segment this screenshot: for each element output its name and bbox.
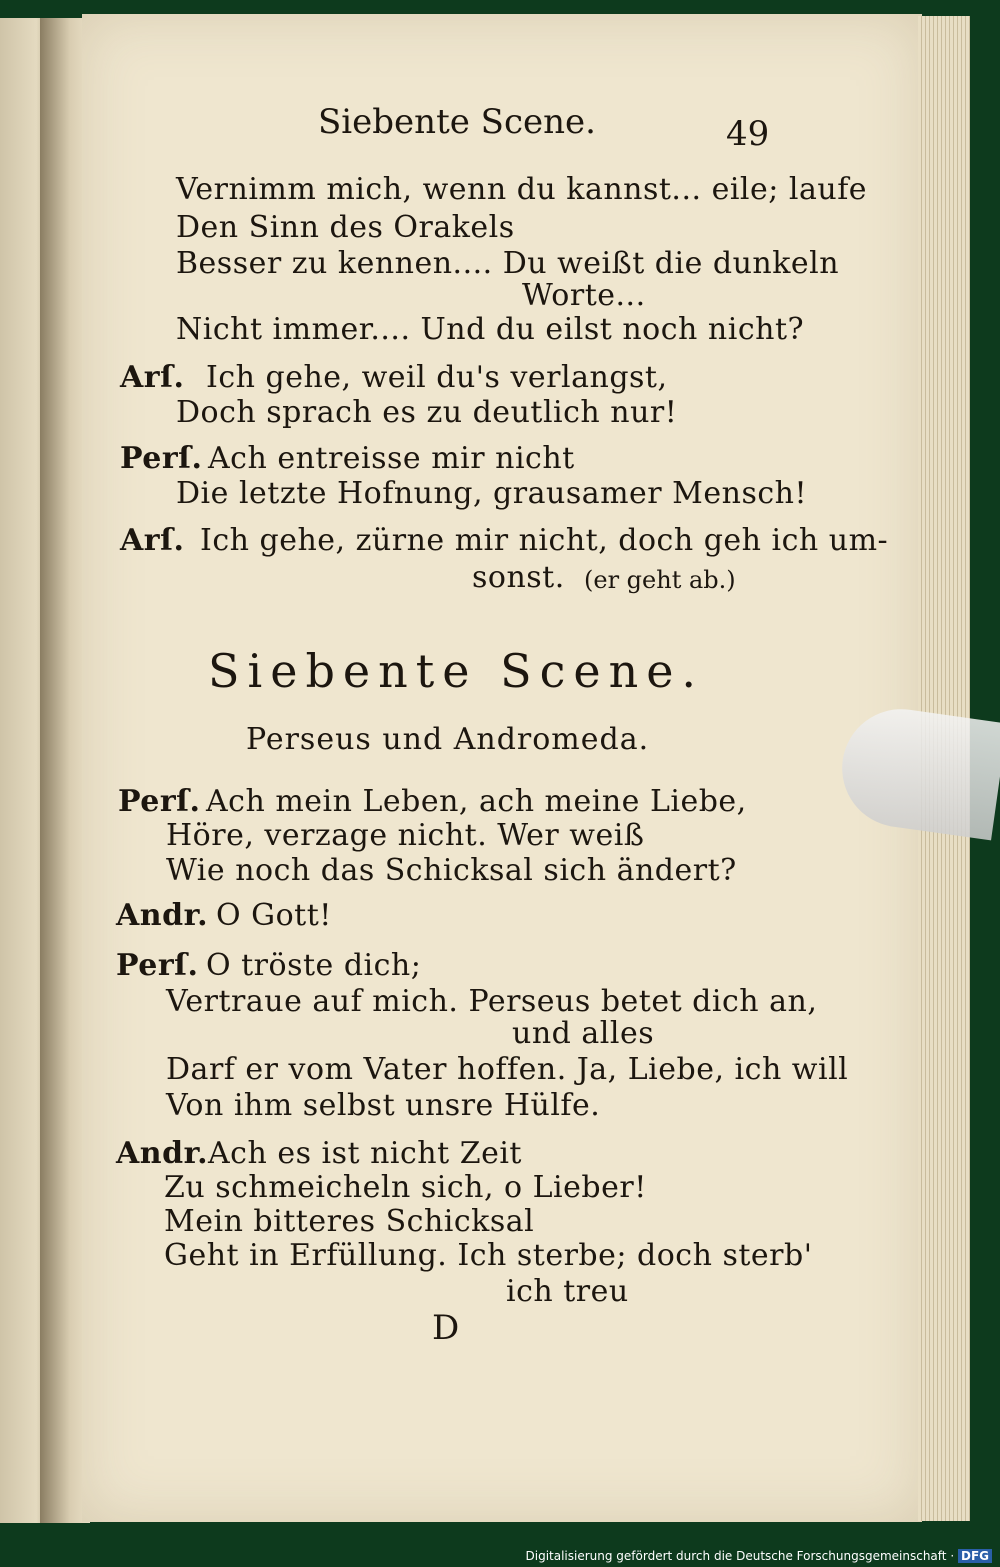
verse-line: Wie noch das Schicksal sich ändert? [166,853,737,888]
dfg-logo: DFG [958,1549,992,1563]
verse-line: Vernimm mich, wenn du kannst... eile; laufe [176,172,868,207]
speaker-label: Andr. [116,1136,209,1171]
verse-line: und alles [512,1016,655,1051]
verse-line: Darf er vom Vater hoffen. Ja, Liebe, ich will [166,1052,849,1087]
verse-line: Ich gehe, zürne mir nicht, doch geh ich um- [200,523,889,558]
verse-line: Geht in Erfüllung. Ich sterbe; doch sterb' [164,1238,813,1273]
verse-line: Ach entreisse mir nicht [208,441,575,476]
verse-line: O Gott! [216,898,332,933]
verse-line: Ach mein Leben, ach meine Liebe, [206,784,747,819]
speaker-label: Arſ. [120,360,185,395]
verse-line: Mein bitteres Schicksal [164,1204,535,1239]
digitization-credit: Digitalisierung gefördert durch die Deutsche Forschungsgemeinschaft · DFG [526,1549,993,1563]
verse-line: Den Sinn des Orakels [176,210,515,245]
verse-line: Zu schmeicheln sich, o Lieber! [164,1170,647,1205]
verse-line: ich treu [506,1274,629,1309]
verse-line: Nicht immer.... Und du eilst noch nicht? [176,312,805,347]
speaker-label: Perſ. [118,784,201,819]
credit-text: Digitalisierung gefördert durch die Deutsche Forschungsgemeinschaft [525,1549,947,1563]
verse-line: O tröste dich; [206,948,422,983]
signature-mark: D [432,1308,460,1348]
speaker-label: Perſ. [120,441,203,476]
speaker-label: Andr. [116,898,209,933]
verse-line: Ich gehe, weil du's verlangst, [206,360,668,395]
verse-line: Ach es ist nicht Zeit [208,1136,522,1171]
scene-subtitle: Perseus und Andromeda. [246,722,650,757]
verse-line: Höre, verzage nicht. Wer weiß [166,818,645,853]
verse-line: Worte... [522,278,646,313]
stage-direction: (er geht ab.) [584,566,736,594]
speaker-label: Arſ. [120,523,185,558]
scene-title: Siebente Scene. [208,644,705,698]
page-number: 49 [726,114,770,154]
verse-line: Von ihm selbst unsre Hülfe. [166,1088,601,1123]
speaker-label: Perſ. [116,948,199,983]
verse-line: Doch sprach es zu deutlich nur! [176,395,678,430]
verse-line: Die letzte Hofnung, grausamer Mensch! [176,476,808,511]
verse-line: Vertraue auf mich. Perseus betet dich an, [166,984,818,1019]
running-header: Siebente Scene. [318,102,596,142]
verse-line: Besser zu kennen.... Du weißt die dunkeln [176,246,840,281]
verse-line: sonst. [472,560,565,595]
